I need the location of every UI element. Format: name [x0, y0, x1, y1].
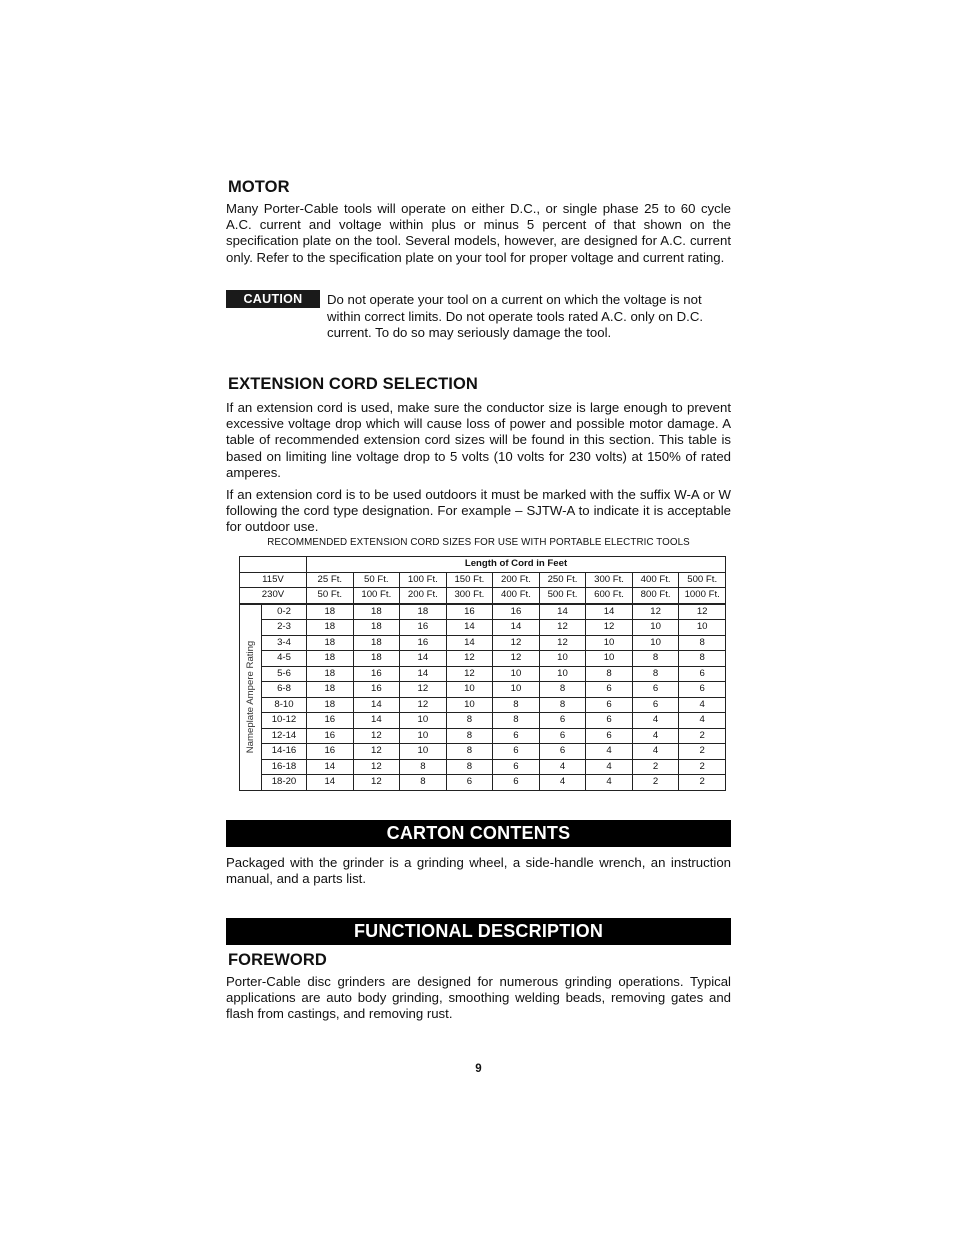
- extension-cord-table: [239, 556, 726, 791]
- table-row: [240, 697, 726, 713]
- gauge-cell: 14: [400, 666, 447, 682]
- table-row: [240, 604, 726, 620]
- gauge-cell: 18: [307, 620, 354, 636]
- gauge-cell: 6: [493, 728, 540, 744]
- gauge-cell: 2: [679, 759, 726, 775]
- table-row: [240, 682, 726, 698]
- gauge-cell: 18: [307, 682, 354, 698]
- gauge-cell: 10: [446, 697, 493, 713]
- motor-heading: MOTOR: [228, 178, 290, 196]
- gauge-cell: 16: [446, 604, 493, 620]
- gauge-cell: 18: [353, 651, 400, 667]
- table-row: [240, 713, 726, 729]
- gauge-cell: 16: [353, 666, 400, 682]
- gauge-cell: 6: [493, 744, 540, 760]
- gauge-cell: 8: [493, 713, 540, 729]
- voltage-230-label: 230V: [240, 588, 307, 604]
- gauge-cell: 10: [632, 635, 679, 651]
- ampere-range-cell: 18-20: [262, 775, 307, 791]
- gauge-cell: 6: [586, 697, 633, 713]
- length-115-cell: 300 Ft.: [586, 572, 633, 588]
- gauge-cell: 18: [307, 651, 354, 667]
- gauge-cell: 6: [586, 713, 633, 729]
- gauge-cell: 12: [446, 666, 493, 682]
- gauge-cell: 4: [539, 775, 586, 791]
- gauge-cell: 8: [446, 728, 493, 744]
- table-row: [240, 666, 726, 682]
- gauge-cell: 14: [539, 604, 586, 620]
- gauge-cell: 8: [446, 744, 493, 760]
- gauge-cell: 10: [400, 728, 447, 744]
- length-230-cell: 1000 Ft.: [679, 588, 726, 604]
- gauge-cell: 6: [586, 682, 633, 698]
- gauge-cell: 14: [493, 620, 540, 636]
- gauge-cell: 8: [400, 759, 447, 775]
- gauge-cell: 14: [586, 604, 633, 620]
- length-230-cell: 300 Ft.: [446, 588, 493, 604]
- gauge-cell: 10: [586, 651, 633, 667]
- gauge-cell: 8: [539, 697, 586, 713]
- length-230-cell: 200 Ft.: [400, 588, 447, 604]
- table-row: [240, 759, 726, 775]
- gauge-cell: 6: [493, 759, 540, 775]
- gauge-cell: 14: [307, 759, 354, 775]
- gauge-cell: 6: [586, 728, 633, 744]
- length-115-cell: 500 Ft.: [679, 572, 726, 588]
- foreword-paragraph: Porter-Cable disc grinders are designed for numerous grinding operations. Typical applications are auto body grinding, smoothing welding beads, removing gates and flash from castings, and removing rust.: [226, 974, 731, 1022]
- length-header: Length of Cord in Feet: [307, 557, 726, 573]
- extension-paragraph-2: If an extension cord is to be used outdoors it must be marked with the suffix W-A or W following the cord type designation. For example – SJTW-A to indicate it is acceptable for outdoor use.: [226, 487, 731, 535]
- gauge-cell: 10: [539, 666, 586, 682]
- gauge-cell: 14: [400, 651, 447, 667]
- ampere-range-cell: 10-12: [262, 713, 307, 729]
- length-115-cell: 400 Ft.: [632, 572, 679, 588]
- gauge-cell: 8: [679, 635, 726, 651]
- gauge-cell: 2: [679, 775, 726, 791]
- extension-cord-heading: EXTENSION CORD SELECTION: [228, 375, 478, 393]
- ampere-range-cell: 0-2: [262, 604, 307, 620]
- gauge-cell: 2: [679, 744, 726, 760]
- gauge-cell: 4: [632, 744, 679, 760]
- gauge-cell: 2: [632, 775, 679, 791]
- gauge-cell: 8: [586, 666, 633, 682]
- carton-paragraph: Packaged with the grinder is a grinding wheel, a side-handle wrench, an instruction manual, and a parts list.: [226, 855, 731, 887]
- gauge-cell: 12: [679, 604, 726, 620]
- carton-contents-banner: CARTON CONTENTS: [226, 820, 731, 847]
- caution-text: Do not operate your tool on a current on which the voltage is not within correct limits. Do not operate tools rated A.C. only on D.C. current. To do so may seriously damage the tool.: [327, 292, 704, 341]
- table-row: [240, 620, 726, 636]
- gauge-cell: 12: [539, 620, 586, 636]
- table-row: [240, 728, 726, 744]
- gauge-cell: 12: [400, 682, 447, 698]
- ampere-range-cell: 2-3: [262, 620, 307, 636]
- length-115-cell: 100 Ft.: [400, 572, 447, 588]
- gauge-cell: 12: [539, 635, 586, 651]
- gauge-cell: 10: [400, 713, 447, 729]
- length-115-cell: 25 Ft.: [307, 572, 354, 588]
- motor-paragraph: Many Porter-Cable tools will operate on either D.C., or single phase 25 to 60 cycle A.C. current and voltage within plus or minus 5 percent of that shown on the specification plate on the tool. Several models, however, are designed for A.C. current only. Refer to the specification plate on your tool for proper voltage and current rating.: [226, 201, 731, 265]
- gauge-cell: 14: [307, 775, 354, 791]
- functional-description-banner: FUNCTIONAL DESCRIPTION: [226, 918, 731, 945]
- gauge-cell: 6: [539, 713, 586, 729]
- gauge-cell: 10: [679, 620, 726, 636]
- gauge-cell: 8: [493, 697, 540, 713]
- gauge-cell: 2: [679, 728, 726, 744]
- gauge-cell: 16: [493, 604, 540, 620]
- extension-paragraph-1: If an extension cord is used, make sure the conductor size is large enough to prevent excessive voltage drop which will cause loss of power and possible motor damage. A table of recommended extension cord sizes will be found in this section. This table is based on limiting line voltage drop to 5 volts (10 volts for 230 volts) at 150% of rated amperes.: [226, 400, 731, 480]
- gauge-cell: 16: [307, 744, 354, 760]
- gauge-cell: 12: [493, 651, 540, 667]
- gauge-cell: 14: [446, 635, 493, 651]
- length-115-cell: 250 Ft.: [539, 572, 586, 588]
- gauge-cell: 4: [632, 728, 679, 744]
- gauge-cell: 10: [586, 635, 633, 651]
- gauge-cell: 10: [493, 666, 540, 682]
- gauge-cell: 16: [307, 713, 354, 729]
- ampere-range-cell: 5-6: [262, 666, 307, 682]
- gauge-cell: 6: [493, 775, 540, 791]
- gauge-cell: 6: [632, 682, 679, 698]
- ampere-rating-side-cell: [240, 604, 262, 791]
- length-230-cell: 600 Ft.: [586, 588, 633, 604]
- gauge-cell: 12: [586, 620, 633, 636]
- gauge-cell: 10: [446, 682, 493, 698]
- gauge-cell: 4: [679, 713, 726, 729]
- gauge-cell: 6: [446, 775, 493, 791]
- gauge-cell: 8: [446, 759, 493, 775]
- table-row: [240, 651, 726, 667]
- gauge-cell: 6: [539, 744, 586, 760]
- page-number: 9: [475, 1063, 482, 1075]
- length-230-cell: 500 Ft.: [539, 588, 586, 604]
- gauge-cell: 4: [586, 744, 633, 760]
- gauge-cell: 4: [586, 775, 633, 791]
- table-row: [240, 744, 726, 760]
- ampere-range-cell: 16-18: [262, 759, 307, 775]
- gauge-cell: 12: [400, 697, 447, 713]
- gauge-cell: 14: [353, 697, 400, 713]
- gauge-cell: 4: [679, 697, 726, 713]
- gauge-cell: 6: [679, 682, 726, 698]
- gauge-cell: 8: [400, 775, 447, 791]
- gauge-cell: 10: [632, 620, 679, 636]
- gauge-cell: 8: [446, 713, 493, 729]
- gauge-cell: 12: [353, 759, 400, 775]
- gauge-cell: 18: [353, 604, 400, 620]
- length-230-cell: 100 Ft.: [353, 588, 400, 604]
- gauge-cell: 10: [539, 651, 586, 667]
- ampere-range-cell: 14-16: [262, 744, 307, 760]
- foreword-heading: FOREWORD: [228, 951, 327, 969]
- gauge-cell: 14: [353, 713, 400, 729]
- length-115-cell: 150 Ft.: [446, 572, 493, 588]
- caution-badge: CAUTION: [226, 290, 320, 308]
- gauge-cell: 8: [632, 651, 679, 667]
- gauge-cell: 16: [353, 682, 400, 698]
- gauge-cell: 12: [446, 651, 493, 667]
- ampere-rating-label: Nameplate Ampere Rating: [244, 640, 256, 754]
- table-row: [240, 775, 726, 791]
- gauge-cell: 18: [307, 666, 354, 682]
- gauge-cell: 10: [400, 744, 447, 760]
- length-230-cell: 800 Ft.: [632, 588, 679, 604]
- gauge-cell: 14: [446, 620, 493, 636]
- gauge-cell: 10: [493, 682, 540, 698]
- gauge-cell: 12: [353, 728, 400, 744]
- gauge-cell: 18: [307, 635, 354, 651]
- table-row: [240, 635, 726, 651]
- gauge-cell: 2: [632, 759, 679, 775]
- gauge-cell: 6: [679, 666, 726, 682]
- gauge-cell: 18: [307, 697, 354, 713]
- ampere-range-cell: 3-4: [262, 635, 307, 651]
- voltage-115-label: 115V: [240, 572, 307, 588]
- gauge-cell: 12: [493, 635, 540, 651]
- gauge-cell: 6: [632, 697, 679, 713]
- gauge-cell: 8: [679, 651, 726, 667]
- gauge-cell: 16: [400, 635, 447, 651]
- gauge-cell: 16: [400, 620, 447, 636]
- gauge-cell: 4: [586, 759, 633, 775]
- gauge-cell: 12: [632, 604, 679, 620]
- gauge-cell: 6: [539, 728, 586, 744]
- gauge-cell: 12: [353, 744, 400, 760]
- ampere-range-cell: 4-5: [262, 651, 307, 667]
- gauge-cell: 18: [307, 604, 354, 620]
- length-230-cell: 50 Ft.: [307, 588, 354, 604]
- gauge-cell: 18: [400, 604, 447, 620]
- gauge-cell: 4: [632, 713, 679, 729]
- gauge-cell: 8: [539, 682, 586, 698]
- gauge-cell: 8: [632, 666, 679, 682]
- table-caption: RECOMMENDED EXTENSION CORD SIZES FOR USE WITH PORTABLE ELECTRIC TOOLS: [267, 537, 690, 548]
- length-115-cell: 50 Ft.: [353, 572, 400, 588]
- gauge-cell: 18: [353, 635, 400, 651]
- gauge-cell: 12: [353, 775, 400, 791]
- gauge-cell: 4: [539, 759, 586, 775]
- table-corner: [240, 557, 307, 573]
- ampere-range-cell: 12-14: [262, 728, 307, 744]
- length-115-cell: 200 Ft.: [493, 572, 540, 588]
- length-230-cell: 400 Ft.: [493, 588, 540, 604]
- ampere-range-cell: 8-10: [262, 697, 307, 713]
- gauge-cell: 16: [307, 728, 354, 744]
- gauge-cell: 18: [353, 620, 400, 636]
- ampere-range-cell: 6-8: [262, 682, 307, 698]
